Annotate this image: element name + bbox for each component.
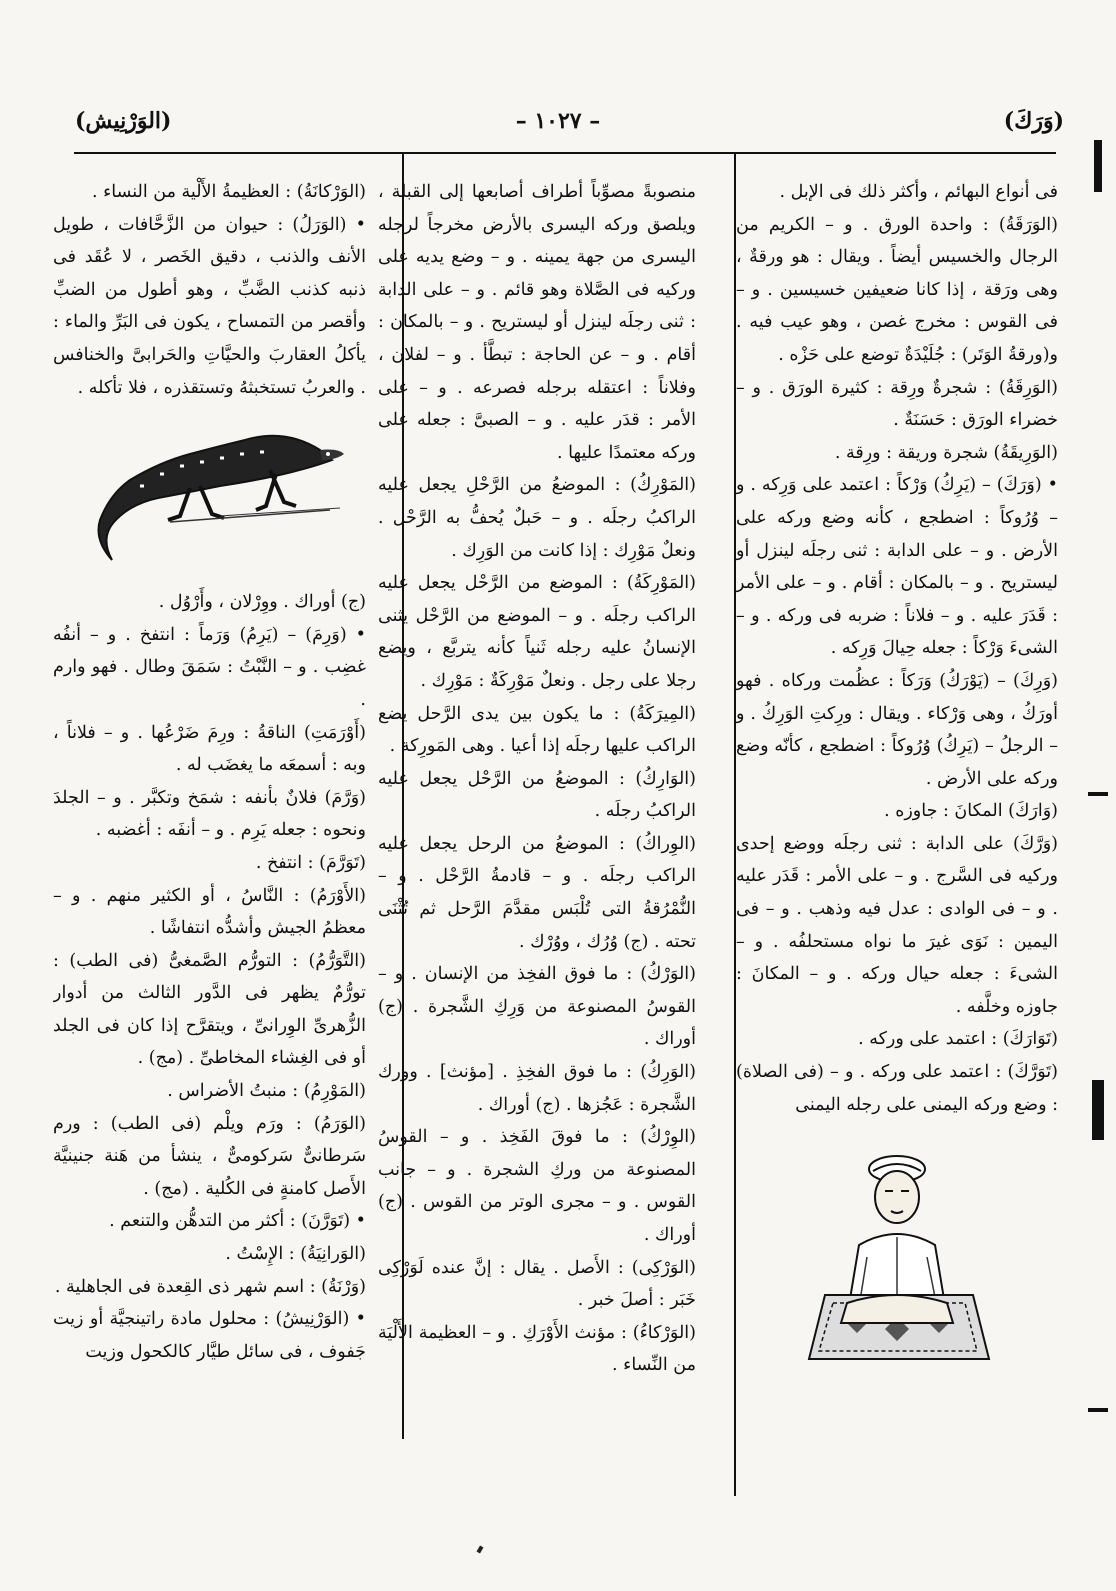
entry-text: (المَوْرِمُ) : منبتُ الأضراس . — [167, 1081, 366, 1102]
entry-text: (تَوَارَكَ) : اعتمد على وركه . — [858, 1029, 1058, 1050]
entry-text: (الأَوْرَمُ) : النَّاسُ ، أو الكثير منهم . و – معظمُ الجيش وأشدُّه انتفاشًا . — [53, 885, 366, 939]
page-number: – ١٠٢٧ – — [515, 108, 601, 134]
entry-text: (الوِرْكُ) : ما فوقَ الفَخِذ . و – القوسُ المصنوعة من وركِ الشجرة . و – جانب القوس . و – مجرى الوتر من القوس . (ج) أوراك . — [378, 1127, 696, 1245]
entry-text: (الوِراكُ) : الموضعُ من الرحل يجعل عليه الراكب رجلَه . و – قادمةُ الرَّحْل . و – النُّمْرُقةُ التى تُلْبَس مقدَّمَ الرَّحل ثم تُثْنَى تحته . (ج) وُرُك ، ووُرْك . — [378, 833, 696, 952]
entry-text: (وَرْنَةُ) : اسم شهر ذى القِعدة فى الجاهلية . — [54, 1276, 366, 1297]
entry-text: • (الوَرَلُ) : حيوان من الزَّحَّافات ، طويل الأنف والذنب ، دقيق الخَصر ، لا عُقَد فى ذنبه كذنب الضَّبِّ ، وهو أطول من الضبِّ وأقصر من التمساح ، يكون فى البَرِّ والماء : يأكلُ العقاربَ والحيَّاتِ والحَرابىَّ والخنافس . والعربُ تستخبثهُ وتستقذره ، فلا تأكله . — [53, 214, 366, 398]
entry-text: (المِيرَكَةُ) : ما يكون بين يدى الرَّحل يضع الراكب عليها رجلَه إذا أعيا . وهى المَورِكة . — [378, 703, 696, 757]
entry-text: (التَّوَرُّمُ) : التورُّم الصَّمغىُّ (فى الطب) : تورُّمٌ يظهر فى الدَّور الثالث من أدوار الزُّهرىِّ الوِرانىِّ ، ويتقرَّح إذا كان فى الجلد أو فى الغِشاء المخاطىِّ . (مج) . — [53, 950, 366, 1069]
entry-text: (أَوْرَمَتِ) الناقةُ : ورِمَ ضَرْعُها . و – فلاناً ، وبه : أسمعَه ما يغضَب له . — [53, 722, 366, 776]
entry-text: فى أنواع البهائم ، وأكثر ذلك فى الإبل . — [779, 182, 1058, 202]
column-middle — [378, 176, 696, 1382]
entry-text: (الوَرِكُ) : ما فوق الفخِذِ . [مؤنث] . وورك الشَّجرة : عَجُزها . (ج) أوراك . — [378, 1062, 696, 1115]
entry-text: (الوَرِيقَةُ) شجرة وريقة : ورِقة . — [834, 442, 1058, 463]
entry-text: (تَوَرَّكَ) : اعتمد على وركه . و – (فى الصلاة) : وضع وركه اليمنى على رجله اليمنى — [736, 1062, 1058, 1115]
entry-text: (ج) أوراك . ووِرْلان ، وأَرْوُل . — [158, 592, 366, 613]
entry-text: (الوَرِقَةُ) : شجرةٌ ورِقة : كثيرة الورَق . و – خضراء الورَق : حَسَنَةٌ . — [736, 377, 1058, 431]
entry-text: • (تَوَرَّنَ) : أكثر من التدهُّن والتنعم . — [109, 1211, 366, 1232]
scan-mark — [1092, 1080, 1104, 1140]
guide-word-left: (الوَرْنِيش) — [75, 108, 172, 134]
monitor-lizard-illustration — [70, 410, 350, 580]
entry-text: • (وَرَكَ) – (يَرِكُ) وَرْكاً : اعتمد على وَرِكه . و – وُرُوكاً : اضطجع ، كأنه وضع وركه على الأرض . و – على الدابة : ثنى رجلَه لينزل أو ليستريح . و – بالمكان : أقام . و – على الأمر : قَدَرَ عليه . و – فلاناً : ضربه فى وركه . و – الشىءَ وَرْكاً : جعله حِيالَ وَرِكه . — [736, 475, 1058, 659]
entry-text: (الوَرَمُ) : ورَم ويلْم (فى الطب) : ورم سَرطانىٌّ سَركومىٌّ ، ينشأ من هَنة جنينيَّة الأَصل كامنةٍ فى الكُلية . (مج) . — [53, 1113, 366, 1199]
entry-text: (وَرَّكَ) على الدابة : ثنى رجلَه ووضع إحدى وركيه فى السَّرج . و – على الأمر : قَدَر عليه . و – فى الوادى : عدل فيه وذهب . و – فى اليمين : نَوَى غيرَ ما نواه مستحلفُه . و – الشىءَ : جعله حيال وركه . و – المكانَ : جاوزه وخلَّفه . — [736, 833, 1058, 1017]
entry-text: (وَرِكَ) – (يَوْرَكُ) وَرَكاً : عظُمت وركاه . فهو أورَكُ ، وهى وَرْكاء . ويقال : ورِكتِ الوَرِكُ . و – الرجلُ – (يَرِكُ) وُرُوكاً : اضطجع ، كأنّه وضع وركه على الأرض . — [736, 670, 1058, 789]
entry-text: (الوَرْكانَةُ) : العظيمةُ الأَلْية من النساء . — [91, 182, 366, 202]
guide-word-right: (وَرَكَ) — [1003, 108, 1064, 134]
scan-mark — [477, 1545, 484, 1553]
entry-text: (تَوَرَّمَ) : انتفخ . — [255, 852, 366, 873]
column-right — [736, 176, 1058, 1373]
entry-text: (وَرَّمَ) فلانٌ بأنفه : شمَخ وتكبَّر . و – الجلدَ ونحوه : جعله يَرِم . و – أنفَه : أغضبه . — [53, 787, 366, 841]
entry-text: (وَارَكَ) المكانَ : جاوزه . — [884, 801, 1058, 822]
scan-mark — [1088, 1408, 1108, 1412]
entry-text: (الوَرَقَةُ) : واحدة الورق . و – الكريم من الرجال والخسيس أيضاً . ويقال : هو ورقةٌ ، وهى ورَقة ، إذا كانا ضعيفين خسيسين . و – فى القوس : مخرج غصن ، وهو عيب فيه . و(ورقةُ الوَتَر) : جُلَيْدَةٌ توضع على حَزْه . — [736, 214, 1058, 365]
entry-text: (المَوْرِكُ) : الموضعُ من الرَّحْلِ يجعل عليه الراكبُ رجلَه . و – حَبلٌ يُحفُّ به الرَّحْل . ونعلٌ مَوْرِك : إذا كانت من الوَرِك . — [378, 475, 696, 561]
entry-text: (المَوْرِكَةُ) : الموضع من الرَّحْل يجعل عليه الراكب رجلَه . و – الموضع من الرَّحْل يثنى الإنسانُ عليه رجله ثَنياً كأنه يتربَّع ، ويضع رجلا على رجل . ونعلٌ مَوْرِكَةٌ : مَوْرِك . — [378, 573, 696, 691]
entry-text: (الوَرْكِى) : الأَصل . يقال : إنَّ عنده لَوَرْكِى خَبَر : أصلَ خبر . — [378, 1257, 696, 1311]
entry-text: • (الوَرْنِيشُ) : محلول مادة راتينجيَّة أو زيت جَفوف ، فى سائل طيَّار كالكحول وزيت — [53, 1309, 366, 1362]
scan-mark — [1088, 792, 1108, 796]
header-rule — [74, 152, 1056, 154]
scan-mark — [1094, 140, 1102, 192]
entry-text: (الوَارِكُ) : الموضعُ من الرَّحْل يجعل عليه الراكبُ رجلَه . — [378, 768, 696, 822]
entry-text: منصوبةً مصوِّباً أطراف أصابعها إلى القبلة ، ويلصق وركه اليسرى بالأرض مخرجاً لرجله اليسرى من جهة يمينه . و – وضع يديه على وركيه فى الصَّلاة وهو قائم . و – على الدابة : ثنى رجلَه لينزل أو ليستريح . و – بالمكان : أقام . و – عن الحاجة : تبطَّأ . و – لفلان ، وفلاناً : اعتقله برجله فصرعه . و – على الأمر : قدَر عليه . و – الصبىَّ : جعله على وركه معتمدًا عليها . — [378, 182, 696, 463]
column-left — [53, 176, 366, 1368]
entry-text: • (وَرِمَ) – (يَرِمُ) وَرَماً : انتفخ . و – أنفُه غضِب . و – النَّبْتُ : سَمَقَ وطال . فهو وارم . — [53, 624, 366, 710]
man-praying-illustration — [797, 1127, 997, 1367]
entry-text: (الوَرْكُ) : ما فوق الفخِذ من الإنسان . و – القوسُ المصنوعة من وَرِكِ الشَّجرة . (ج) أوراك . — [378, 964, 696, 1050]
entry-text: (الوَرانِيَةُ) : الإِسْتُ . — [225, 1244, 366, 1265]
entry-text: (الوَرْكاءُ) : مؤنث الأَوْرَكِ . و – العظيمة الأَلْيَة من النِّساء . — [378, 1322, 696, 1376]
